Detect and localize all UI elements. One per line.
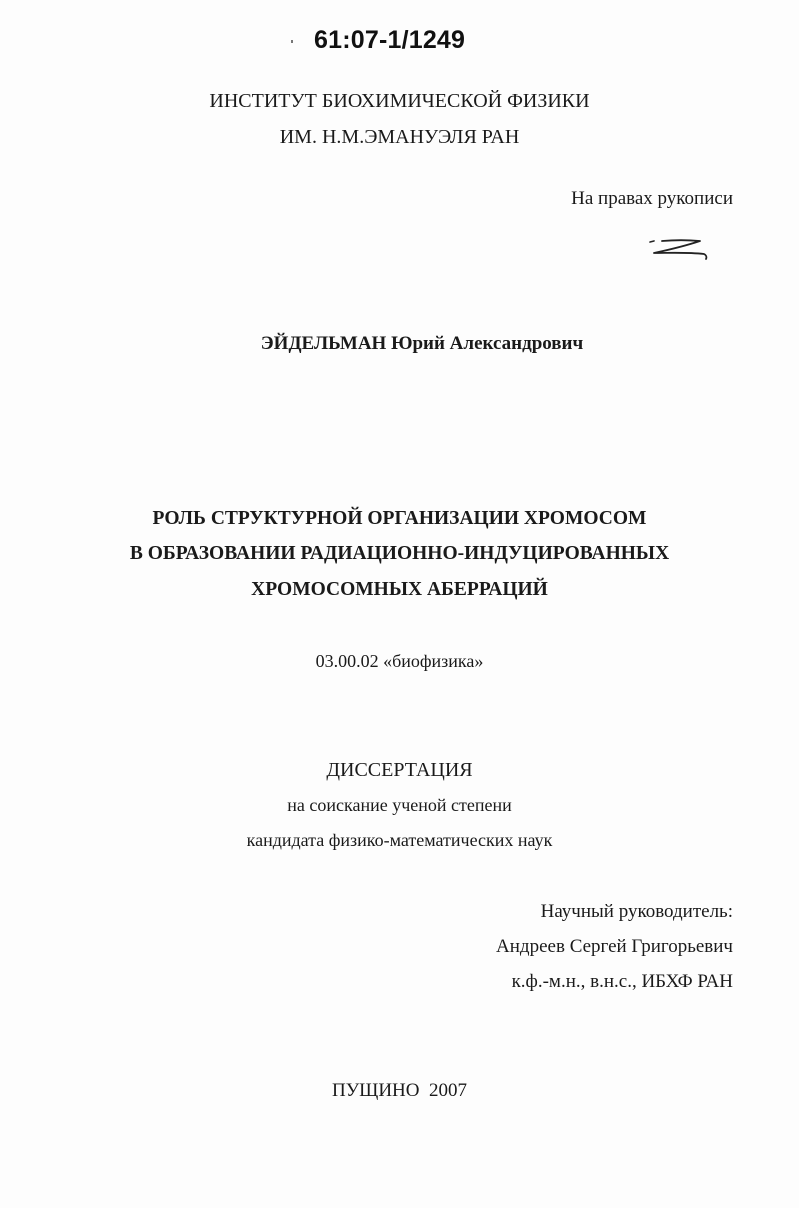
supervisor-label: Научный руководитель:	[540, 901, 733, 922]
degree-line-2: кандидата физико-математических наук	[246, 830, 553, 850]
supervisor-name: Андреев Сергей Григорьевич	[496, 936, 733, 957]
document-type: ДИССЕРТАЦИЯ	[326, 759, 473, 781]
author-name: ЭЙДЕЛЬМАН Юрий Александрович	[260, 333, 584, 354]
signature-icon	[648, 236, 710, 264]
thesis-title-line-1: РОЛЬ СТРУКТУРНОЙ ОРГАНИЗАЦИИ ХРОМОСОМ	[152, 508, 647, 529]
thesis-title-line-2: В ОБРАЗОВАНИИ РАДИАЦИОННО-ИНДУЦИРОВАННЫХ	[129, 543, 670, 564]
specialty-code: 03.00.02 «биофизика»	[315, 651, 484, 671]
archive-stamp: 61:07-1/1249	[314, 26, 466, 54]
city-year: ПУЩИНО 2007	[331, 1080, 467, 1101]
scan-speck	[291, 40, 293, 43]
institute-name: ИНСТИТУТ БИОХИМИЧЕСКОЙ ФИЗИКИ	[209, 90, 590, 112]
thesis-title-line-3: ХРОМОСОМНЫХ АБЕРРАЦИЙ	[251, 579, 548, 600]
institute-subname: ИМ. Н.М.ЭМАНУЭЛЯ РАН	[279, 126, 520, 148]
degree-line-1: на соискание ученой степени	[287, 795, 512, 815]
rights-note: На правах рукописи	[571, 188, 733, 209]
supervisor-credentials: к.ф.-м.н., в.н.с., ИБХФ РАН	[511, 971, 733, 992]
